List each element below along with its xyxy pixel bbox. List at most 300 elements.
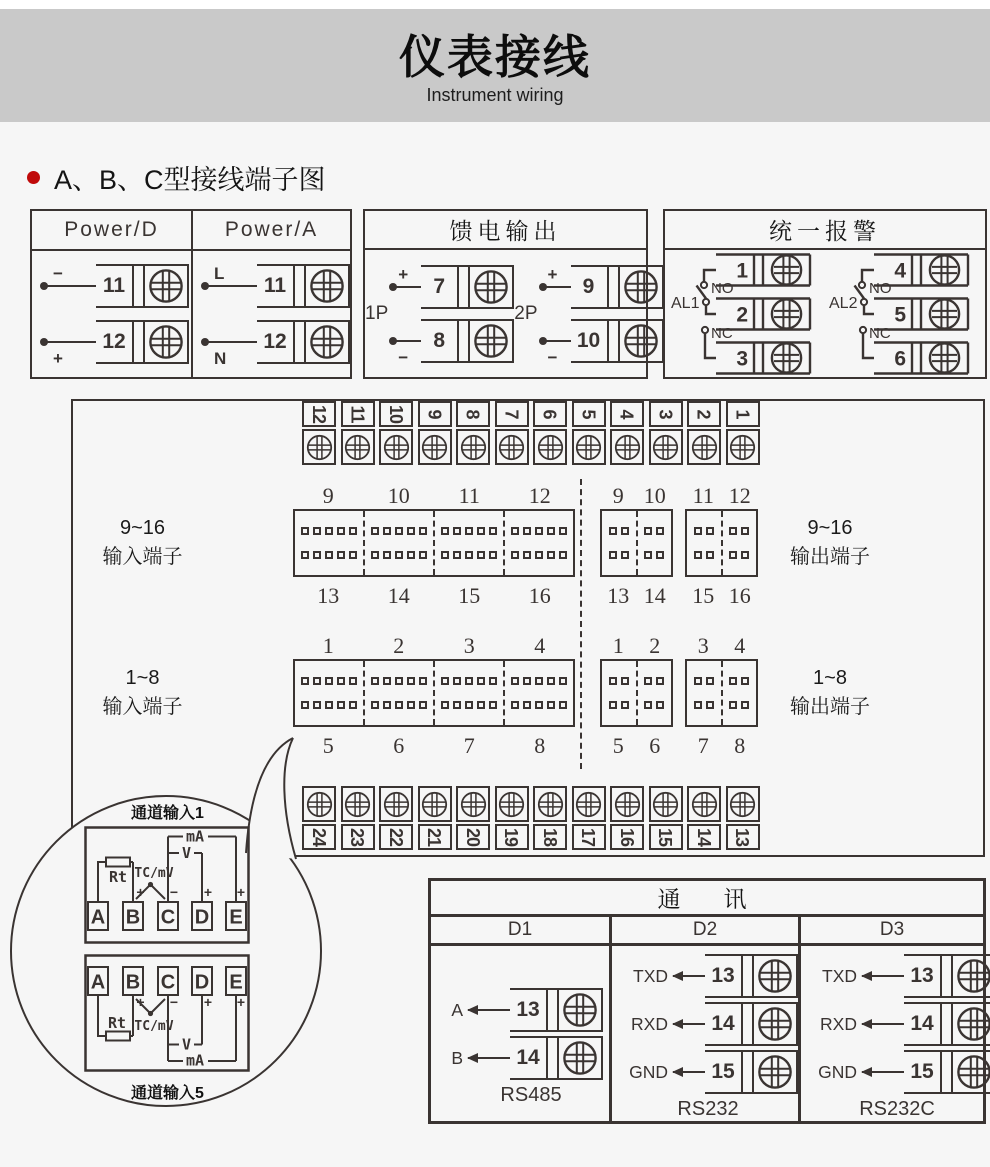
wire-dot <box>201 282 209 290</box>
terminal-block <box>904 954 990 998</box>
feed-group-rows <box>541 265 664 367</box>
pin <box>349 527 357 535</box>
strip-terminal <box>456 786 490 850</box>
pin <box>489 527 497 535</box>
group-number: 8 <box>534 733 546 758</box>
pin-row <box>694 527 714 535</box>
strip-number-box <box>302 401 336 427</box>
screw-terminal-icon <box>473 323 509 359</box>
terminal-block <box>705 1050 798 1094</box>
strip-number: 12 <box>309 404 329 424</box>
comm-standard-label: RS485 <box>500 1084 562 1106</box>
strip-number-box <box>610 401 644 427</box>
screw-terminal-icon <box>691 791 718 818</box>
pin <box>523 551 531 559</box>
strip-number: 22 <box>386 827 406 847</box>
terminal-strip <box>940 956 953 996</box>
page-subtitle: Instrument wiring <box>426 85 564 105</box>
screw-terminal-icon <box>729 434 756 461</box>
wire-dot <box>539 337 547 345</box>
terminal-screw <box>754 956 798 996</box>
output-channel-group <box>636 661 672 725</box>
strip-number-box <box>495 401 529 427</box>
strip-number-box <box>341 824 375 850</box>
screw-terminal-icon <box>691 434 718 461</box>
terminal-number: 13 <box>910 964 934 987</box>
polarity-label: + <box>547 265 558 284</box>
pin <box>407 677 415 685</box>
terminal-screw <box>306 266 350 306</box>
pin <box>489 701 497 709</box>
alarm-terminal-number: 1 <box>736 259 748 283</box>
strip-number: 23 <box>347 827 368 847</box>
strip-number-box <box>649 824 683 850</box>
strip-number: 15 <box>655 827 676 847</box>
strip-number-box <box>341 401 375 427</box>
terminal-strip <box>741 1004 754 1044</box>
rt-label: Rt <box>108 868 128 886</box>
sign-e: + <box>236 994 246 1010</box>
pin <box>383 701 391 709</box>
strip-number-box <box>649 401 683 427</box>
no-contact-label: NO <box>711 280 734 297</box>
pin <box>419 701 427 709</box>
strip-number: 18 <box>540 827 560 847</box>
terminal-block <box>510 1036 603 1080</box>
wire-dot <box>201 338 209 346</box>
feed-output-body <box>365 250 646 378</box>
pin-row <box>694 677 714 685</box>
group-number: 16 <box>528 583 551 608</box>
strip-screw-box <box>495 429 529 465</box>
pin <box>453 701 461 709</box>
strip-screw-box <box>610 786 644 822</box>
bottom-terminal-strip <box>302 786 760 850</box>
number-pair <box>685 733 758 759</box>
pin <box>371 527 379 535</box>
screw-terminal-icon <box>383 434 410 461</box>
pin <box>656 677 664 685</box>
pin <box>511 701 519 709</box>
pin <box>621 527 629 535</box>
group-number: 7 <box>463 733 475 758</box>
signal-label: GND <box>629 1061 668 1082</box>
sign-d: + <box>203 994 213 1010</box>
polarity-label: − <box>53 263 63 283</box>
screw-terminal-icon <box>148 324 184 360</box>
group-number-row <box>600 583 758 609</box>
terminal-strip <box>607 267 620 307</box>
group-number: 15 <box>692 583 715 608</box>
terminal-strip <box>293 266 306 306</box>
group-number-row <box>600 733 758 759</box>
number-pair <box>600 733 673 759</box>
strip-screw-box <box>572 786 606 822</box>
wire-row <box>42 320 191 369</box>
screw-terminal-icon <box>652 791 679 818</box>
screw-terminal-icon <box>757 1054 793 1090</box>
arrow-left-icon <box>468 1009 510 1011</box>
output-channel-group <box>602 511 636 575</box>
page-title: 仪表接线 <box>399 31 591 83</box>
strip-number: 4 <box>616 409 637 419</box>
strip-number: 10 <box>386 404 406 424</box>
strip-number: 5 <box>578 409 599 419</box>
alarm-terminal-number: 4 <box>894 259 906 283</box>
terminal-strip <box>132 266 145 306</box>
pin <box>371 551 379 559</box>
pin <box>419 527 427 535</box>
pin-row <box>441 527 497 535</box>
pin <box>535 701 543 709</box>
strip-number: 6 <box>539 409 560 419</box>
input-channel-group <box>503 511 573 575</box>
comm-signal-row <box>813 1002 990 1046</box>
terminal-e-label: E <box>229 971 243 994</box>
pin <box>559 701 567 709</box>
sign-d: + <box>203 884 213 900</box>
pin <box>547 677 555 685</box>
terminal-screw <box>470 267 514 307</box>
group-number: 10 <box>387 483 410 508</box>
pin <box>325 701 333 709</box>
pin <box>349 677 357 685</box>
terminal-block <box>571 265 664 309</box>
terminal-number: 15 <box>910 1060 934 1083</box>
strip-screw-box <box>687 429 721 465</box>
pin <box>644 701 652 709</box>
group-number: 10 <box>643 483 666 508</box>
strip-terminal <box>572 401 606 465</box>
pin <box>395 551 403 559</box>
strip-terminal <box>379 786 413 850</box>
strip-number: 7 <box>501 409 522 419</box>
pin <box>465 677 473 685</box>
group-number: 9 <box>612 483 624 508</box>
group-number: 16 <box>728 583 751 608</box>
terminal-screw <box>559 990 603 1030</box>
pin <box>325 551 333 559</box>
output-block-9-16 <box>600 483 758 609</box>
strip-screw-box <box>572 429 606 465</box>
pin-row <box>729 527 749 535</box>
screw-terminal-icon <box>614 791 641 818</box>
sign-e: + <box>236 884 246 900</box>
strip-terminal <box>726 786 760 850</box>
strip-number-box <box>687 824 721 850</box>
pin <box>313 527 321 535</box>
input-output-divider <box>580 479 582 769</box>
group-number: 13 <box>607 583 630 608</box>
pin <box>523 677 531 685</box>
screw-terminal-icon <box>562 1040 598 1076</box>
group-number-row <box>600 633 758 659</box>
terminal-block <box>705 954 798 998</box>
pin <box>407 527 415 535</box>
strip-terminal <box>302 401 336 465</box>
pin <box>477 527 485 535</box>
pin <box>729 701 737 709</box>
strip-number: 11 <box>347 405 368 423</box>
terminal-screw <box>470 321 514 361</box>
output-channel-group <box>687 511 721 575</box>
pin <box>656 527 664 535</box>
channel-input-5-label: 通道输入5 <box>131 1085 204 1102</box>
terminal-block <box>96 264 189 308</box>
pin-row <box>511 527 567 535</box>
screw-terminal-icon <box>757 958 793 994</box>
pin <box>337 527 345 535</box>
strip-terminal <box>649 401 683 465</box>
group-number: 8 <box>734 733 746 758</box>
strip-number: 19 <box>501 827 522 847</box>
number-pair <box>685 633 758 659</box>
output-block-1-8-label <box>770 664 890 722</box>
rs232c-cell <box>798 946 990 1121</box>
pin <box>465 527 473 535</box>
strip-terminal <box>610 786 644 850</box>
pin <box>621 551 629 559</box>
pin <box>706 677 714 685</box>
pin-row <box>301 677 357 685</box>
strip-number: 21 <box>424 827 445 847</box>
terminal-d-label: D <box>194 906 210 929</box>
arrow-left-icon <box>673 975 705 977</box>
pin <box>694 701 702 709</box>
terminal-block <box>96 320 189 364</box>
terminal-strip <box>546 1038 559 1078</box>
group-number-row <box>293 483 575 509</box>
pin <box>694 551 702 559</box>
strip-terminal <box>610 401 644 465</box>
number-pair <box>600 483 673 509</box>
pin <box>407 701 415 709</box>
pin-row <box>371 527 427 535</box>
terminal-number: 10 <box>576 329 601 352</box>
sign-c: − <box>169 884 179 900</box>
screw-terminal-icon <box>537 791 564 818</box>
terminal-strip <box>457 267 470 307</box>
pin <box>547 701 555 709</box>
group-number-row <box>600 483 758 509</box>
pin <box>301 677 309 685</box>
pin <box>313 551 321 559</box>
pin-row <box>301 551 357 559</box>
polarity-label: − <box>547 348 558 367</box>
pin <box>729 527 737 535</box>
wire-row <box>541 319 664 367</box>
no-contact-label: NO <box>869 280 892 297</box>
terminal-strip <box>546 990 559 1030</box>
strip-screw-box <box>649 786 683 822</box>
pin <box>706 551 714 559</box>
signal-label: TXD <box>822 965 857 986</box>
terminal-block <box>421 319 514 363</box>
polarity-label: + <box>398 265 409 284</box>
terminal-strip <box>741 1052 754 1092</box>
comm-signal-row <box>624 954 798 998</box>
screw-terminal-icon <box>344 791 371 818</box>
arrow-left-icon <box>468 1057 510 1059</box>
tc-mv-label: TC/mV <box>134 866 174 881</box>
pin-row <box>441 677 497 685</box>
output-boxes-row <box>600 659 758 727</box>
channel-input-1-diagram <box>84 826 250 944</box>
pin-row <box>301 527 357 535</box>
strip-number-box <box>418 824 452 850</box>
terminal-strip <box>293 322 306 362</box>
pin <box>523 527 531 535</box>
screw-terminal-icon <box>537 434 564 461</box>
terminal-number: 14 <box>910 1012 934 1035</box>
group-number: 5 <box>322 733 334 758</box>
terminal-block <box>904 1050 990 1094</box>
number-pair <box>685 483 758 509</box>
pin <box>559 527 567 535</box>
pin <box>453 527 461 535</box>
strip-screw-box <box>533 786 567 822</box>
wire-dot <box>539 283 547 291</box>
power-a-rows <box>191 251 350 377</box>
terminal-block <box>257 264 350 308</box>
wire <box>203 341 257 369</box>
pin <box>349 701 357 709</box>
group-number-row <box>293 583 575 609</box>
pin <box>694 677 702 685</box>
terminal-b-label: B <box>125 906 141 929</box>
wire <box>391 340 421 367</box>
input-block-1-8-label <box>85 664 200 722</box>
pin-row <box>729 701 749 709</box>
pin <box>694 527 702 535</box>
terminal-c-label: C <box>160 906 176 929</box>
communication-body <box>431 946 983 1121</box>
pin <box>609 527 617 535</box>
strip-terminal <box>302 786 336 850</box>
strip-number-box <box>379 824 413 850</box>
alarm-terminal-number: 3 <box>736 347 748 371</box>
wire-dot <box>389 283 397 291</box>
pin <box>547 551 555 559</box>
power-d-header: Power/D <box>32 211 191 251</box>
group-number: 5 <box>612 733 624 758</box>
strip-number-box <box>533 401 567 427</box>
power-terminals-box <box>30 209 352 379</box>
arrow-left-icon <box>862 1071 904 1073</box>
v-label: V <box>181 844 192 862</box>
strip-number: 14 <box>694 827 714 847</box>
unified-alarm-box <box>663 209 987 379</box>
sign-b: + <box>136 884 145 900</box>
pin-row <box>694 551 714 559</box>
strip-number-box <box>533 824 567 850</box>
ma-label: mA <box>185 1051 205 1070</box>
terminal-block <box>510 988 603 1032</box>
pin <box>407 551 415 559</box>
wire-row <box>42 264 191 308</box>
screw-terminal-icon <box>956 1054 990 1090</box>
wire <box>541 340 571 367</box>
input-channel-group <box>295 661 363 725</box>
strip-number: 8 <box>462 409 483 419</box>
pin <box>419 677 427 685</box>
screw-terminal-icon <box>498 434 525 461</box>
output-terminal-box <box>600 509 673 577</box>
group-number: 2 <box>649 633 661 658</box>
group-number: 6 <box>393 733 405 758</box>
pin <box>453 551 461 559</box>
feed-group <box>514 265 663 367</box>
group-number: 14 <box>643 583 666 608</box>
group-number: 7 <box>697 733 709 758</box>
strip-number: 9 <box>424 409 445 419</box>
sign-b: + <box>136 994 145 1010</box>
terminal-strip <box>607 321 620 361</box>
strip-screw-box <box>379 429 413 465</box>
channel-input-5-diagram <box>84 954 250 1072</box>
feed-output-title: 馈电输出 <box>365 211 646 250</box>
terminal-screw <box>754 1004 798 1044</box>
strip-screw-box <box>649 429 683 465</box>
pin <box>523 701 531 709</box>
unified-alarm-title: 统一报警 <box>665 211 985 250</box>
terminal-block <box>705 1002 798 1046</box>
wire-row <box>391 265 514 309</box>
pin-row <box>644 701 664 709</box>
terminal-number: 9 <box>582 275 595 298</box>
strip-number-box <box>726 824 760 850</box>
screw-terminal-icon <box>956 1006 990 1042</box>
wire <box>541 265 571 288</box>
nc-contact-label: NC <box>869 325 891 342</box>
strip-terminal <box>418 401 452 465</box>
terminal-number: 14 <box>711 1012 735 1035</box>
group-number: 15 <box>458 583 481 608</box>
input-channel-group <box>363 661 433 725</box>
output-channel-group <box>636 511 672 575</box>
pin <box>301 527 309 535</box>
pin <box>383 527 391 535</box>
polarity-label: − <box>398 348 409 367</box>
screw-terminal-icon <box>498 791 525 818</box>
group-number: 13 <box>317 583 340 608</box>
strip-screw-box <box>456 429 490 465</box>
strip-number-box <box>495 824 529 850</box>
pin <box>477 677 485 685</box>
pin-row <box>609 551 629 559</box>
strip-screw-box <box>726 786 760 822</box>
signal-label: RXD <box>820 1013 857 1034</box>
terminal-screw <box>953 1052 990 1092</box>
strip-screw-box <box>341 429 375 465</box>
strip-number-box <box>379 401 413 427</box>
arrow-left-icon <box>862 975 904 977</box>
alarm-terminal-number: 2 <box>736 303 748 327</box>
input-block-9-16-label <box>85 514 200 572</box>
terminal-number: 7 <box>433 275 446 298</box>
screw-terminal-icon <box>562 992 598 1028</box>
terminal-number: 11 <box>263 273 287 297</box>
type-label: 输出端子 <box>790 696 870 718</box>
pin <box>741 527 749 535</box>
top-terminal-strip <box>302 401 760 465</box>
group-number: 3 <box>463 633 475 658</box>
pin <box>395 701 403 709</box>
input-channel-group <box>503 661 573 725</box>
pin <box>383 551 391 559</box>
communication-headers <box>431 917 983 946</box>
pin <box>621 701 629 709</box>
